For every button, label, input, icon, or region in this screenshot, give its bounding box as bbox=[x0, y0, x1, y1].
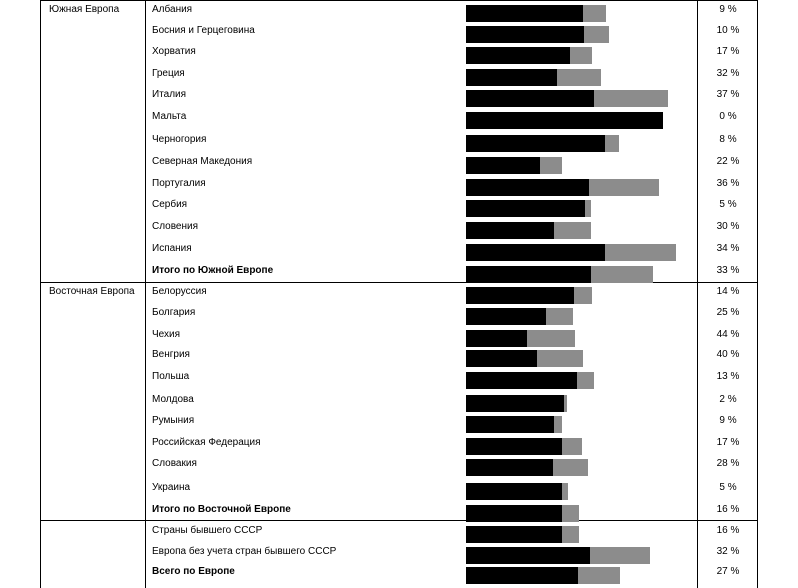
row-label: Португалия bbox=[152, 178, 206, 189]
row-label: Мальта bbox=[152, 111, 187, 122]
row-bar bbox=[466, 395, 567, 412]
row-label: Словения bbox=[152, 221, 199, 232]
row-label: Босния и Герцеговина bbox=[152, 25, 255, 36]
row-label: Белоруссия bbox=[152, 286, 207, 297]
row-percent: 5 % bbox=[719, 199, 737, 210]
bar-segment-dark bbox=[466, 90, 594, 107]
row-label: Итого по Восточной Европе bbox=[152, 504, 291, 515]
bar-segment-dark bbox=[466, 505, 562, 522]
row-bar bbox=[466, 287, 592, 304]
row-label: Сербия bbox=[152, 199, 188, 210]
bar-segment-grey bbox=[578, 567, 620, 584]
bar-segment-dark bbox=[466, 157, 540, 174]
row-bar bbox=[466, 179, 659, 196]
bar-segment-grey bbox=[564, 395, 567, 412]
row-percent: 13 % bbox=[716, 371, 740, 382]
row-percent: 8 % bbox=[719, 134, 737, 145]
bar-segment-grey bbox=[562, 505, 579, 522]
row-bar bbox=[466, 26, 609, 43]
section-divider-summary bbox=[40, 520, 758, 521]
row-percent: 9 % bbox=[719, 415, 737, 426]
row-percent: 37 % bbox=[716, 89, 740, 100]
row-bar bbox=[466, 222, 591, 239]
row-label: Чехия bbox=[152, 329, 181, 340]
row-bar bbox=[466, 200, 591, 217]
row-percent: 17 % bbox=[716, 437, 740, 448]
row-bar bbox=[466, 47, 592, 64]
bar-segment-grey bbox=[527, 330, 575, 347]
row-label: Испания bbox=[152, 243, 192, 254]
bar-segment-grey bbox=[589, 179, 659, 196]
bar-segment-grey bbox=[574, 287, 592, 304]
bar-segment-dark bbox=[466, 200, 585, 217]
row-percent: 36 % bbox=[716, 178, 740, 189]
bar-segment-dark bbox=[466, 244, 605, 261]
row-label: Хорватия bbox=[152, 46, 196, 57]
bar-segment-dark bbox=[466, 483, 562, 500]
row-bar bbox=[466, 308, 573, 325]
row-bar bbox=[466, 567, 620, 584]
row-label: Черногория bbox=[152, 134, 207, 145]
row-label: Всего по Европе bbox=[152, 566, 235, 577]
row-percent: 25 % bbox=[716, 307, 740, 318]
row-label: Европа без учета стран бывшего СССР bbox=[152, 546, 337, 557]
row-percent: 14 % bbox=[716, 286, 740, 297]
row-label: Молдова bbox=[152, 394, 194, 405]
bar-segment-grey bbox=[584, 26, 609, 43]
row-label: Албания bbox=[152, 4, 193, 15]
row-bar bbox=[466, 244, 676, 261]
row-percent: 10 % bbox=[716, 25, 740, 36]
bar-segment-grey bbox=[540, 157, 562, 174]
bar-segment-grey bbox=[562, 483, 568, 500]
bar-segment-grey bbox=[557, 69, 601, 86]
bar-segment-dark bbox=[466, 26, 584, 43]
bar-segment-dark bbox=[466, 5, 583, 22]
row-bar bbox=[466, 330, 575, 347]
row-percent: 22 % bbox=[716, 156, 740, 167]
row-label: Италия bbox=[152, 89, 187, 100]
row-percent: 44 % bbox=[716, 329, 740, 340]
bar-segment-grey bbox=[605, 135, 619, 152]
row-percent: 2 % bbox=[719, 394, 737, 405]
row-percent: 32 % bbox=[716, 546, 740, 557]
bar-segment-dark bbox=[466, 350, 537, 367]
bar-segment-dark bbox=[466, 112, 663, 129]
bar-segment-grey bbox=[537, 350, 583, 367]
row-bar bbox=[466, 459, 588, 476]
bar-segment-dark bbox=[466, 395, 564, 412]
row-percent: 0 % bbox=[719, 111, 737, 122]
bar-segment-grey bbox=[570, 47, 592, 64]
bar-segment-dark bbox=[466, 438, 562, 455]
row-percent: 32 % bbox=[716, 68, 740, 79]
bar-segment-dark bbox=[466, 69, 557, 86]
row-percent: 28 % bbox=[716, 458, 740, 469]
row-bar bbox=[466, 157, 562, 174]
row-bar bbox=[466, 483, 568, 500]
bar-segment-dark bbox=[466, 135, 605, 152]
bar-segment-grey bbox=[591, 266, 653, 283]
bar-segment-grey bbox=[583, 5, 606, 22]
bar-segment-dark bbox=[466, 547, 590, 564]
row-percent: 34 % bbox=[716, 243, 740, 254]
row-percent: 33 % bbox=[716, 265, 740, 276]
row-percent: 16 % bbox=[716, 525, 740, 536]
row-bar bbox=[466, 266, 653, 283]
bar-segment-dark bbox=[466, 567, 578, 584]
table-top-border bbox=[40, 0, 758, 1]
row-label: Российская Федерация bbox=[152, 437, 261, 448]
row-label: Страны бывшего СССР bbox=[152, 525, 263, 536]
bar-segment-grey bbox=[605, 244, 676, 261]
row-label: Польша bbox=[152, 371, 190, 382]
row-label: Итого по Южной Европе bbox=[152, 265, 274, 276]
group-label-east: Восточная Европа bbox=[49, 286, 135, 297]
bar-segment-grey bbox=[553, 459, 588, 476]
row-label: Болгария bbox=[152, 307, 196, 318]
bar-segment-dark bbox=[466, 459, 553, 476]
row-bar bbox=[466, 135, 619, 152]
row-percent: 9 % bbox=[719, 4, 737, 15]
bar-segment-dark bbox=[466, 287, 574, 304]
row-bar bbox=[466, 505, 579, 522]
bar-segment-dark bbox=[466, 47, 570, 64]
bar-segment-grey bbox=[554, 416, 562, 433]
row-label: Венгрия bbox=[152, 349, 190, 360]
bar-segment-dark bbox=[466, 416, 554, 433]
row-label: Северная Македония bbox=[152, 156, 253, 167]
row-bar bbox=[466, 90, 668, 107]
bar-segment-grey bbox=[546, 308, 573, 325]
table-left-border bbox=[40, 0, 41, 588]
bar-segment-dark bbox=[466, 266, 591, 283]
row-bar bbox=[466, 372, 594, 389]
row-bar bbox=[466, 112, 663, 129]
row-percent: 16 % bbox=[716, 504, 740, 515]
row-label: Словакия bbox=[152, 458, 197, 469]
bar-segment-grey bbox=[577, 372, 594, 389]
bar-segment-dark bbox=[466, 222, 554, 239]
group-column-divider bbox=[145, 0, 146, 588]
bar-segment-grey bbox=[594, 90, 668, 107]
bar-segment-dark bbox=[466, 372, 577, 389]
bar-segment-grey bbox=[562, 438, 582, 455]
row-bar bbox=[466, 350, 583, 367]
row-bar bbox=[466, 547, 650, 564]
row-percent: 5 % bbox=[719, 482, 737, 493]
bar-segment-grey bbox=[585, 200, 591, 217]
row-label: Украина bbox=[152, 482, 191, 493]
bar-segment-dark bbox=[466, 179, 589, 196]
row-label: Румыния bbox=[152, 415, 195, 426]
row-bar bbox=[466, 416, 562, 433]
row-percent: 30 % bbox=[716, 221, 740, 232]
row-percent: 17 % bbox=[716, 46, 740, 57]
row-label: Греция bbox=[152, 68, 185, 79]
bar-segment-grey bbox=[590, 547, 650, 564]
row-percent: 40 % bbox=[716, 349, 740, 360]
bar-segment-dark bbox=[466, 526, 562, 543]
bar-segment-grey bbox=[554, 222, 591, 239]
row-percent: 27 % bbox=[716, 566, 740, 577]
group-label-south: Южная Европа bbox=[49, 4, 120, 15]
row-bar bbox=[466, 438, 582, 455]
row-bar bbox=[466, 69, 601, 86]
bar-segment-grey bbox=[562, 526, 579, 543]
bar-segment-dark bbox=[466, 330, 527, 347]
bar-segment-dark bbox=[466, 308, 546, 325]
row-bar bbox=[466, 526, 579, 543]
row-bar bbox=[466, 5, 606, 22]
